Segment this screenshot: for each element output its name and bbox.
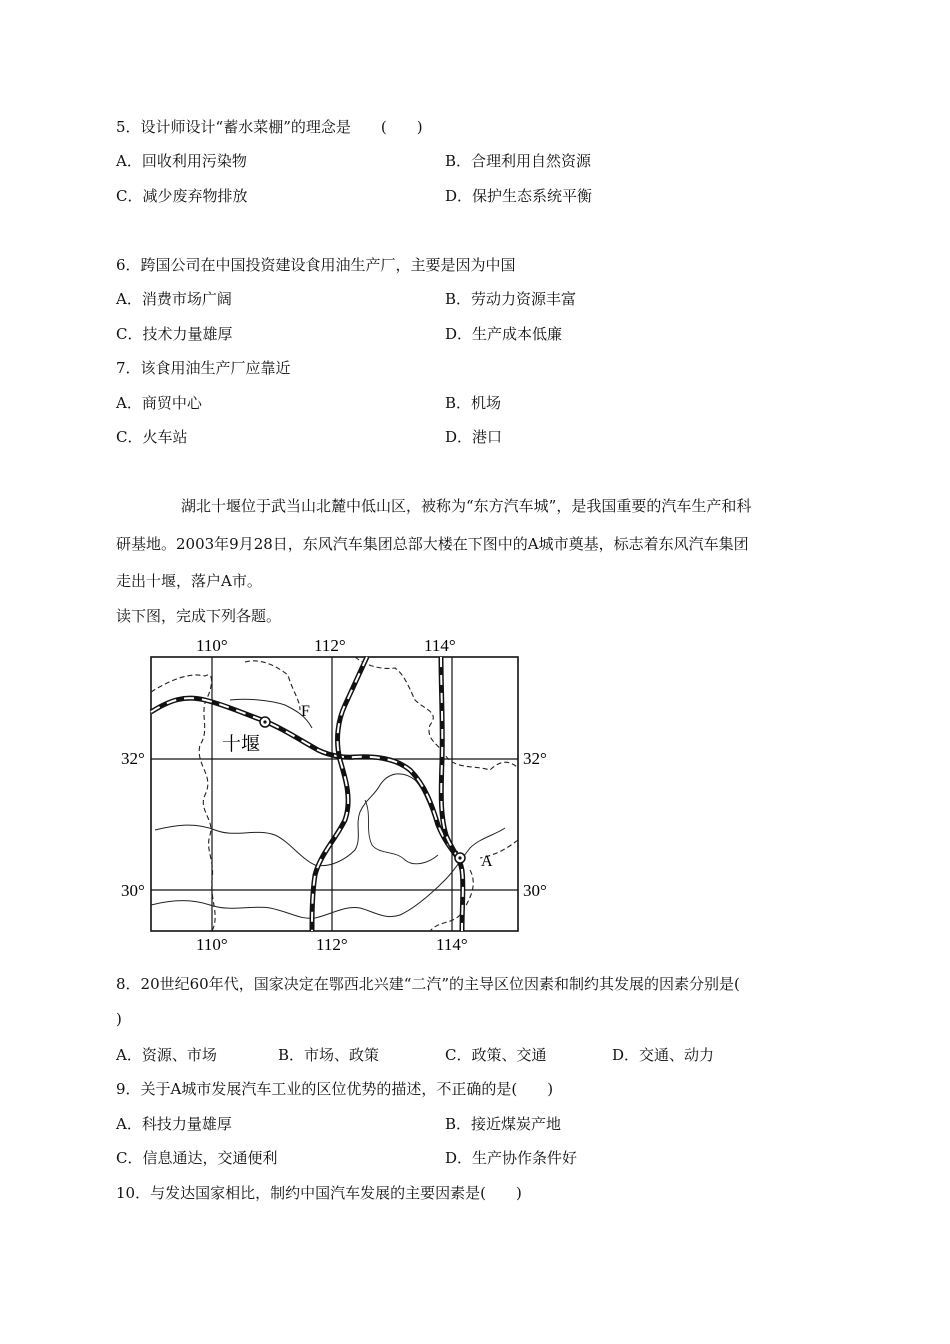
passage-line-2: 研基地。2003年9月28日，东风汽车集团总部大楼在下图中的A城市奠基，标志着东风汽车集团: [116, 535, 749, 553]
q6-stem: 6．跨国公司在中国投资建设食用油生产厂，主要是因为中国: [116, 256, 516, 274]
q6-option-c: C．技术力量雄厚: [116, 325, 233, 343]
lat-left-32: 32°: [121, 749, 145, 768]
q7-option-d: D．港口: [445, 428, 503, 446]
lat-right-32: 32°: [523, 749, 547, 768]
q9-option-a: A．科技力量雄厚: [116, 1115, 232, 1133]
river-branch: [365, 800, 438, 864]
han-river: [155, 774, 458, 866]
q6-option-d: D．生产成本低廉: [445, 325, 563, 343]
shiyan-marker: [260, 717, 270, 727]
q5-option-b: B．合理利用自然资源: [445, 152, 592, 170]
q7-option-c: C．火车站: [116, 428, 188, 446]
q8-stem-end: ): [116, 1010, 122, 1028]
label-a: A: [481, 853, 493, 870]
q9-option-b: B．接近煤炭产地: [445, 1115, 562, 1133]
q8-option-a: A．资源、市场: [116, 1046, 217, 1064]
q5-option-c: C．减少废弃物排放: [116, 187, 248, 205]
lon-top-112: 112°: [314, 636, 346, 655]
lon-bottom-110: 110°: [196, 935, 228, 954]
lat-right-30: 30°: [523, 881, 547, 900]
lon-bottom-114: 114°: [436, 935, 468, 954]
q8-option-c: C．政策、交通: [445, 1046, 547, 1064]
lon-bottom-112: 112°: [316, 935, 348, 954]
q8-stem: 8．20世纪60年代，国家决定在鄂西北兴建“二汽”的主导区位因素和制约其发展的因素分别是(: [116, 975, 740, 993]
q5-option-d: D．保护生态系统平衡: [445, 187, 593, 205]
label-f: F: [301, 703, 310, 720]
q9-stem: 9．关于A城市发展汽车工业的区位优势的描述，不正确的是( ): [116, 1080, 554, 1098]
q8-option-b: B．市场、政策: [278, 1046, 380, 1064]
q10-stem: 10．与发达国家相比，制约中国汽车发展的主要因素是( ): [116, 1184, 522, 1202]
q8-option-d: D．交通、动力: [612, 1046, 715, 1064]
q7-option-b: B．机场: [445, 394, 502, 412]
q9-option-c: C．信息通达，交通便利: [116, 1149, 278, 1167]
label-shiyan: 十堰: [222, 734, 261, 755]
passage-instruction: 读下图，完成下列各题。: [116, 607, 282, 625]
passage-line-3: 走出十堰，落户A市。: [116, 572, 262, 590]
q6-option-b: B．劳动力资源丰富: [445, 290, 577, 308]
city-a-marker: [455, 853, 465, 863]
lon-top-110: 110°: [196, 636, 228, 655]
q7-stem: 7．该食用油生产厂应靠近: [116, 359, 291, 377]
passage-line-1: 湖北十堰位于武当山北麓中低山区，被称为“东方汽车城”，是我国重要的汽车生产和科: [181, 497, 752, 515]
q5-stem: 5．设计师设计“蓄水菜棚”的理念是 ( ): [116, 118, 423, 136]
q6-option-a: A．消费市场广阔: [116, 290, 232, 308]
q7-option-a: A．商贸中心: [116, 394, 202, 412]
q9-option-d: D．生产协作条件好: [445, 1149, 578, 1167]
lon-top-114: 114°: [424, 636, 456, 655]
q5-option-a: A．回收利用污染物: [116, 152, 247, 170]
lat-left-30: 30°: [121, 881, 145, 900]
